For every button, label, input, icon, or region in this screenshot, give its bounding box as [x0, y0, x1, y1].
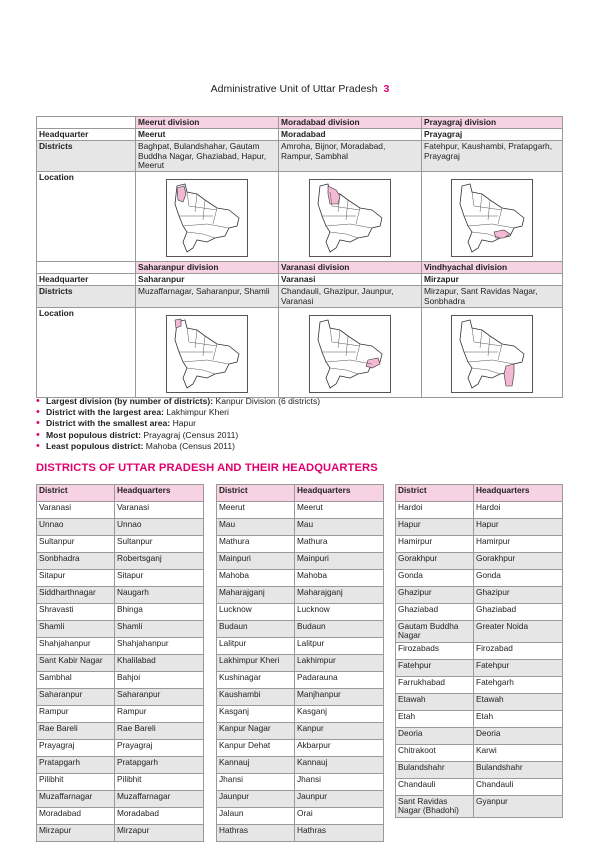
district-cell: Lalitpur: [217, 638, 295, 655]
up-map-icon-varanasi: [309, 315, 391, 393]
district-cell: Sambhal: [37, 672, 115, 689]
headquarters-cell: Mainpuri: [295, 553, 384, 570]
headquarters-cell: Orai: [295, 808, 384, 825]
headquarters-cell: Naugarh: [115, 587, 204, 604]
row-label: Location: [37, 172, 136, 262]
headquarters-cell: Deoria: [474, 727, 563, 744]
headquarters-cell: Prayagraj: [115, 740, 204, 757]
table-header-row: [396, 485, 563, 502]
table-row: [396, 519, 563, 536]
table-row: [396, 693, 563, 710]
table-row: [217, 638, 384, 655]
district-cell: Pilibhit: [37, 774, 115, 791]
row-label: Districts: [37, 286, 136, 308]
district-cell: Varanasi: [37, 502, 115, 519]
districts-row: [37, 286, 563, 308]
table-row: [37, 774, 204, 791]
division-hq: Moradabad: [279, 129, 422, 141]
headquarters-cell: Lucknow: [295, 604, 384, 621]
district-cell: Bulandshahr: [396, 761, 474, 778]
division-hq: Varanasi: [279, 274, 422, 286]
district-cell: Ghazipur: [396, 587, 474, 604]
table-row: [217, 723, 384, 740]
table-row: [396, 587, 563, 604]
district-cell: Firozabads: [396, 642, 474, 659]
headquarters-cell: Sitapur: [115, 570, 204, 587]
headquarters-cell: Budaun: [295, 621, 384, 638]
table-row: [37, 519, 204, 536]
headquarters-cell: Padarauna: [295, 672, 384, 689]
headquarter-row: [37, 129, 563, 141]
division-districts: Fatehpur, Kaushambi, Pratapgarh, Prayagraj: [422, 141, 563, 172]
table-row: [37, 638, 204, 655]
headquarters-cell: Bulandshahr: [474, 761, 563, 778]
up-map-icon-prayagraj: [451, 179, 533, 257]
page-header: [0, 83, 600, 95]
table-row: [396, 502, 563, 519]
division-hq: Saharanpur: [136, 274, 279, 286]
table-row: [37, 672, 204, 689]
table-row: [37, 570, 204, 587]
table-row: [396, 536, 563, 553]
table-row: [217, 808, 384, 825]
table-row: [217, 706, 384, 723]
headquarters-cell: Kanpur: [295, 723, 384, 740]
headquarters-cell: Lakhimpur: [295, 655, 384, 672]
district-cell: Kanpur Dehat: [217, 740, 295, 757]
headquarters-cell: Akbarpur: [295, 740, 384, 757]
district-cell: Sant Kabir Nagar: [37, 655, 115, 672]
headquarters-cell: Shahjahanpur: [115, 638, 204, 655]
table-row: [217, 519, 384, 536]
table-row: [37, 757, 204, 774]
district-cell: Kanpur Nagar: [217, 723, 295, 740]
division-name: Vindhyachal division: [422, 262, 563, 274]
headquarters-cell: Hathras: [295, 825, 384, 842]
table-row: [217, 570, 384, 587]
row-label: Location: [37, 308, 136, 398]
table-row: [217, 672, 384, 689]
table-row: [217, 825, 384, 842]
table-row: [217, 502, 384, 519]
headquarters-cell: Hardoi: [474, 502, 563, 519]
district-cell: Chitrakoot: [396, 744, 474, 761]
district-cell: Moradabad: [37, 808, 115, 825]
district-cell: Mahoba: [217, 570, 295, 587]
headquarters-cell: Pilibhit: [115, 774, 204, 791]
headquarters-cell: Sultanpur: [115, 536, 204, 553]
headquarters-cell: Fatehgarh: [474, 676, 563, 693]
headquarters-cell: Ghazipur: [474, 587, 563, 604]
district-cell: Kaushambi: [217, 689, 295, 706]
division-name: Meerut division: [136, 117, 279, 129]
table-row: [396, 621, 563, 643]
district-cell: Farrukhabad: [396, 676, 474, 693]
fact-item: • Least populous district: Mahoba (Census 2011): [36, 441, 320, 452]
location-row: [37, 172, 563, 262]
headquarters-cell: Lalitpur: [295, 638, 384, 655]
table-row: [37, 825, 204, 842]
district-cell: Pratapgarh: [37, 757, 115, 774]
district-cell: Prayagraj: [37, 740, 115, 757]
division-name: Prayagraj division: [422, 117, 563, 129]
division-table-2: [36, 261, 563, 398]
table-row: [37, 655, 204, 672]
table-row: [217, 621, 384, 638]
district-cell: Shravasti: [37, 604, 115, 621]
division-name: Moradabad division: [279, 117, 422, 129]
district-cell: Mathura: [217, 536, 295, 553]
facts-list: [36, 396, 320, 452]
district-cell: Sant Ravidas Nagar (Bhadohi): [396, 795, 474, 817]
district-cell: Lucknow: [217, 604, 295, 621]
up-map-icon-saharanpur: [166, 315, 248, 393]
district-cell: Chandauli: [396, 778, 474, 795]
table-row: [396, 570, 563, 587]
table-header-row: [37, 485, 204, 502]
table-row: [217, 757, 384, 774]
district-column-header: District: [37, 485, 115, 502]
row-label: Headquarter: [37, 129, 136, 141]
table-row: [396, 659, 563, 676]
headquarters-cell: Pratapgarh: [115, 757, 204, 774]
table-row: [396, 553, 563, 570]
table-row: [396, 761, 563, 778]
headquarters-cell: Mau: [295, 519, 384, 536]
district-cell: Hardoi: [396, 502, 474, 519]
headquarters-cell: Khalilabad: [115, 655, 204, 672]
headquarters-cell: Hamirpur: [474, 536, 563, 553]
district-cell: Gonda: [396, 570, 474, 587]
district-cell: Deoria: [396, 727, 474, 744]
district-cell: Budaun: [217, 621, 295, 638]
fact-item: • Most populous district: Prayagraj (Census 2011): [36, 430, 320, 441]
table-row: [37, 587, 204, 604]
row-label: Districts: [37, 141, 136, 172]
district-cell: Kushinagar: [217, 672, 295, 689]
page-title: Administrative Unit of Uttar Pradesh: [210, 83, 378, 95]
headquarters-cell: Muzaffarnagar: [115, 791, 204, 808]
row-label: Headquarter: [37, 274, 136, 286]
headquarters-cell: Manjhanpur: [295, 689, 384, 706]
district-cell: Sultanpur: [37, 536, 115, 553]
table-row: [37, 740, 204, 757]
division-hq: Meerut: [136, 129, 279, 141]
division-name: Varanasi division: [279, 262, 422, 274]
headquarters-cell: Varanasi: [115, 502, 204, 519]
district-table-3: [395, 484, 563, 818]
division-table-1: [36, 116, 563, 262]
table-row: [396, 778, 563, 795]
district-cell: Jaunpur: [217, 791, 295, 808]
headquarters-cell: Etah: [474, 710, 563, 727]
table-row: [37, 723, 204, 740]
up-map-icon-vindhyachal: [451, 315, 533, 393]
division-districts: Muzaffarnagar, Saharanpur, Shamli: [136, 286, 279, 308]
table-row: [37, 808, 204, 825]
district-cell: Muzaffarnagar: [37, 791, 115, 808]
headquarters-column-header: Headquarters: [295, 485, 384, 502]
headquarters-cell: Rampur: [115, 706, 204, 723]
table-row: [396, 744, 563, 761]
table-row: [217, 604, 384, 621]
table-row: [396, 604, 563, 621]
division-districts: Baghpat, Bulandshahar, Gautam Buddha Nagar, Ghaziabad, Hapur, Meerut: [136, 141, 279, 172]
headquarters-cell: Saharanpur: [115, 689, 204, 706]
up-map-icon-moradabad: [309, 179, 391, 257]
division-districts: Amroha, Bijnor, Moradabad, Rampur, Sambhal: [279, 141, 422, 172]
headquarters-cell: Moradabad: [115, 808, 204, 825]
district-cell: Gorakhpur: [396, 553, 474, 570]
district-cell: Meerut: [217, 502, 295, 519]
table-row: [217, 689, 384, 706]
district-cell: Kasganj: [217, 706, 295, 723]
headquarters-cell: Mathura: [295, 536, 384, 553]
table-row: [396, 676, 563, 693]
headquarters-cell: Greater Noida: [474, 621, 563, 643]
division-header-row: [37, 262, 563, 274]
section-title: DISTRICTS OF UTTAR PRADESH AND THEIR HEADQUARTERS: [36, 462, 378, 474]
headquarters-cell: Jaunpur: [295, 791, 384, 808]
headquarters-cell: Shamli: [115, 621, 204, 638]
table-row: [217, 791, 384, 808]
table-row: [217, 553, 384, 570]
headquarters-cell: Jhansi: [295, 774, 384, 791]
fact-item: • District with the largest area: Lakhimpur Kheri: [36, 407, 320, 418]
district-cell: Rae Bareli: [37, 723, 115, 740]
division-districts: Mirzapur, Sant Ravidas Nagar, Sonbhadra: [422, 286, 563, 308]
table-row: [396, 710, 563, 727]
district-table-1: [36, 484, 204, 842]
headquarters-cell: Ghaziabad: [474, 604, 563, 621]
location-row: [37, 308, 563, 398]
district-cell: Jalaun: [217, 808, 295, 825]
district-cell: Mau: [217, 519, 295, 536]
headquarters-cell: Etawah: [474, 693, 563, 710]
table-row: [37, 689, 204, 706]
headquarters-cell: Fatehpur: [474, 659, 563, 676]
districts-row: [37, 141, 563, 172]
district-column-header: District: [217, 485, 295, 502]
headquarters-cell: Maharajganj: [295, 587, 384, 604]
table-row: [37, 706, 204, 723]
fact-item: • District with the smallest area: Hapur: [36, 418, 320, 429]
headquarters-cell: Firozabad: [474, 642, 563, 659]
headquarters-cell: Bhinga: [115, 604, 204, 621]
table-row: [217, 536, 384, 553]
table-row: [37, 604, 204, 621]
headquarters-cell: Rae Bareli: [115, 723, 204, 740]
district-cell: Kannauj: [217, 757, 295, 774]
district-cell: Rampur: [37, 706, 115, 723]
district-column-header: District: [396, 485, 474, 502]
up-map-icon-meerut: [166, 179, 248, 257]
table-row: [396, 795, 563, 817]
headquarters-cell: Gyanpur: [474, 795, 563, 817]
headquarters-cell: Hapur: [474, 519, 563, 536]
headquarters-column-header: Headquarters: [115, 485, 204, 502]
table-row: [37, 791, 204, 808]
district-cell: Etawah: [396, 693, 474, 710]
headquarters-cell: Gorakhpur: [474, 553, 563, 570]
headquarters-cell: Mahoba: [295, 570, 384, 587]
table-row: [396, 727, 563, 744]
headquarters-cell: Mirzapur: [115, 825, 204, 842]
district-cell: Shahjahanpur: [37, 638, 115, 655]
division-hq: Mirzapur: [422, 274, 563, 286]
district-cell: Saharanpur: [37, 689, 115, 706]
table-row: [37, 553, 204, 570]
table-row: [37, 502, 204, 519]
table-row: [37, 621, 204, 638]
fact-item: • Largest division (by number of districts): Kanpur Division (6 districts): [36, 396, 320, 407]
headquarter-row: [37, 274, 563, 286]
district-cell: Sitapur: [37, 570, 115, 587]
district-cell: Etah: [396, 710, 474, 727]
district-cell: Sonbhadra: [37, 553, 115, 570]
table-row: [217, 655, 384, 672]
headquarters-cell: Gonda: [474, 570, 563, 587]
district-cell: Hamirpur: [396, 536, 474, 553]
district-cell: Mainpuri: [217, 553, 295, 570]
headquarters-column-header: Headquarters: [474, 485, 563, 502]
table-header-row: [217, 485, 384, 502]
table-row: [396, 642, 563, 659]
district-cell: Lakhimpur Kheri: [217, 655, 295, 672]
district-cell: Shamli: [37, 621, 115, 638]
headquarters-cell: Meerut: [295, 502, 384, 519]
district-table-2: [216, 484, 384, 842]
district-cell: Hathras: [217, 825, 295, 842]
headquarters-cell: Kasganj: [295, 706, 384, 723]
headquarters-cell: Robertsganj: [115, 553, 204, 570]
division-name: Saharanpur division: [136, 262, 279, 274]
headquarters-cell: Unnao: [115, 519, 204, 536]
table-row: [37, 536, 204, 553]
headquarters-cell: Karwi: [474, 744, 563, 761]
division-header-row: [37, 117, 563, 129]
table-row: [217, 587, 384, 604]
district-cell: Fatehpur: [396, 659, 474, 676]
headquarters-cell: Kannauj: [295, 757, 384, 774]
headquarters-cell: Chandauli: [474, 778, 563, 795]
district-cell: Jhansi: [217, 774, 295, 791]
table-row: [217, 740, 384, 757]
page-number: 3: [383, 83, 390, 95]
district-cell: Siddharthnagar: [37, 587, 115, 604]
headquarters-cell: Bahjoi: [115, 672, 204, 689]
district-cell: Ghaziabad: [396, 604, 474, 621]
table-row: [217, 774, 384, 791]
district-cell: Mirzapur: [37, 825, 115, 842]
district-cell: Gautam Buddha Nagar: [396, 621, 474, 643]
district-cell: Unnao: [37, 519, 115, 536]
division-hq: Prayagraj: [422, 129, 563, 141]
district-cell: Hapur: [396, 519, 474, 536]
division-districts: Chandauli, Ghazipur, Jaunpur, Varanasi: [279, 286, 422, 308]
district-cell: Maharajganj: [217, 587, 295, 604]
